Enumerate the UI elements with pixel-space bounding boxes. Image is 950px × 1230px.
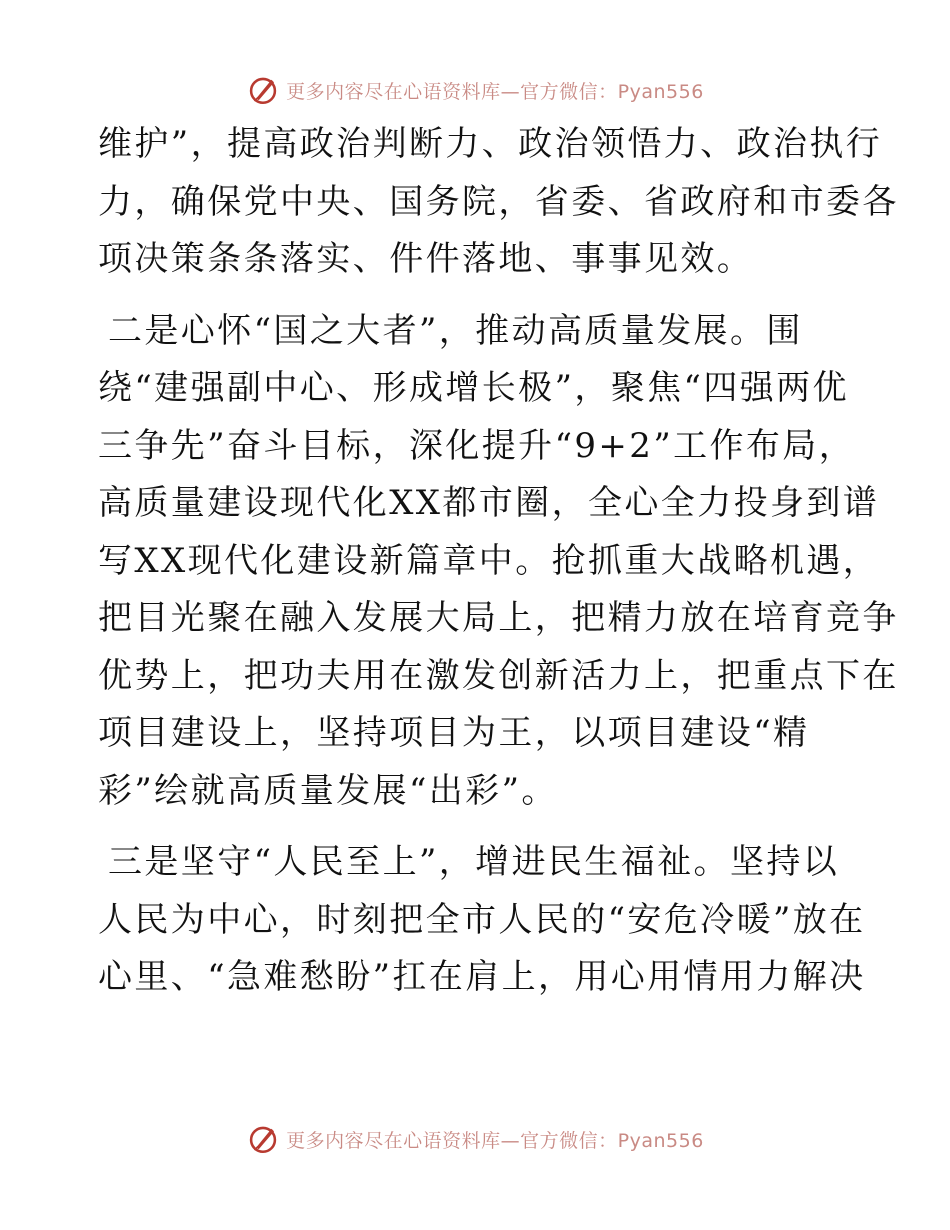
- text-line: 三是坚守“人民至上”，增进民生福祉。坚持以: [108, 842, 840, 882]
- quill-pen-logo-icon: [246, 73, 280, 107]
- text-line: 优势上，把功夫用在激发创新活力上，把重点下在: [98, 655, 899, 696]
- paragraph: [98, 303, 899, 821]
- header-banner-text: 更多内容尽在心语资料库—官方微信：Pyan556: [286, 80, 704, 103]
- text-line: 心里、“急难愁盼”扛在肩上，用心用情用力解决: [98, 957, 866, 997]
- footer-banner-text: 更多内容尽在心语资料库—官方微信：Pyan556: [286, 1129, 704, 1152]
- footer-watermark-banner: [0, 1119, 950, 1159]
- text-line: 绕“建强副中心、形成增长极”，聚焦“四强两优: [98, 368, 849, 408]
- text-line: 项决策条条落实、件件落地、事事见效。: [98, 239, 754, 279]
- document-body: [98, 116, 899, 1007]
- quill-pen-logo-icon: [246, 1122, 280, 1156]
- text-line: 维护”，提高政治判断力、政治领悟力、政治执行: [98, 124, 883, 164]
- text-line: 三争先”奋斗目标，深化提升“9+2”工作布局，: [98, 425, 856, 466]
- text-line: 把目光聚在融入发展大局上，把精力放在培育竞争: [98, 598, 899, 638]
- text-line: 项目建设上，坚持项目为王，以项目建设“精: [98, 713, 810, 753]
- text-line: 彩”绘就高质量发展“出彩”。: [98, 770, 558, 811]
- text-line: 写XX现代化建设新篇章中。抢抓重大战略机遇，: [98, 540, 880, 581]
- paragraph: [98, 116, 899, 289]
- text-line: 力，确保党中央、国务院，省委、省政府和市委各: [98, 181, 899, 222]
- text-line: 人民为中心，时刻把全市人民的“安危冷暖”放在: [98, 899, 866, 940]
- text-line: 二是心怀“国之大者”，推动高质量发展。围: [108, 310, 803, 351]
- text-line: 高质量建设现代化XX都市圈，全心全力投身到谱: [98, 483, 880, 523]
- paragraph: [98, 834, 866, 1007]
- header-watermark-banner: [0, 70, 950, 110]
